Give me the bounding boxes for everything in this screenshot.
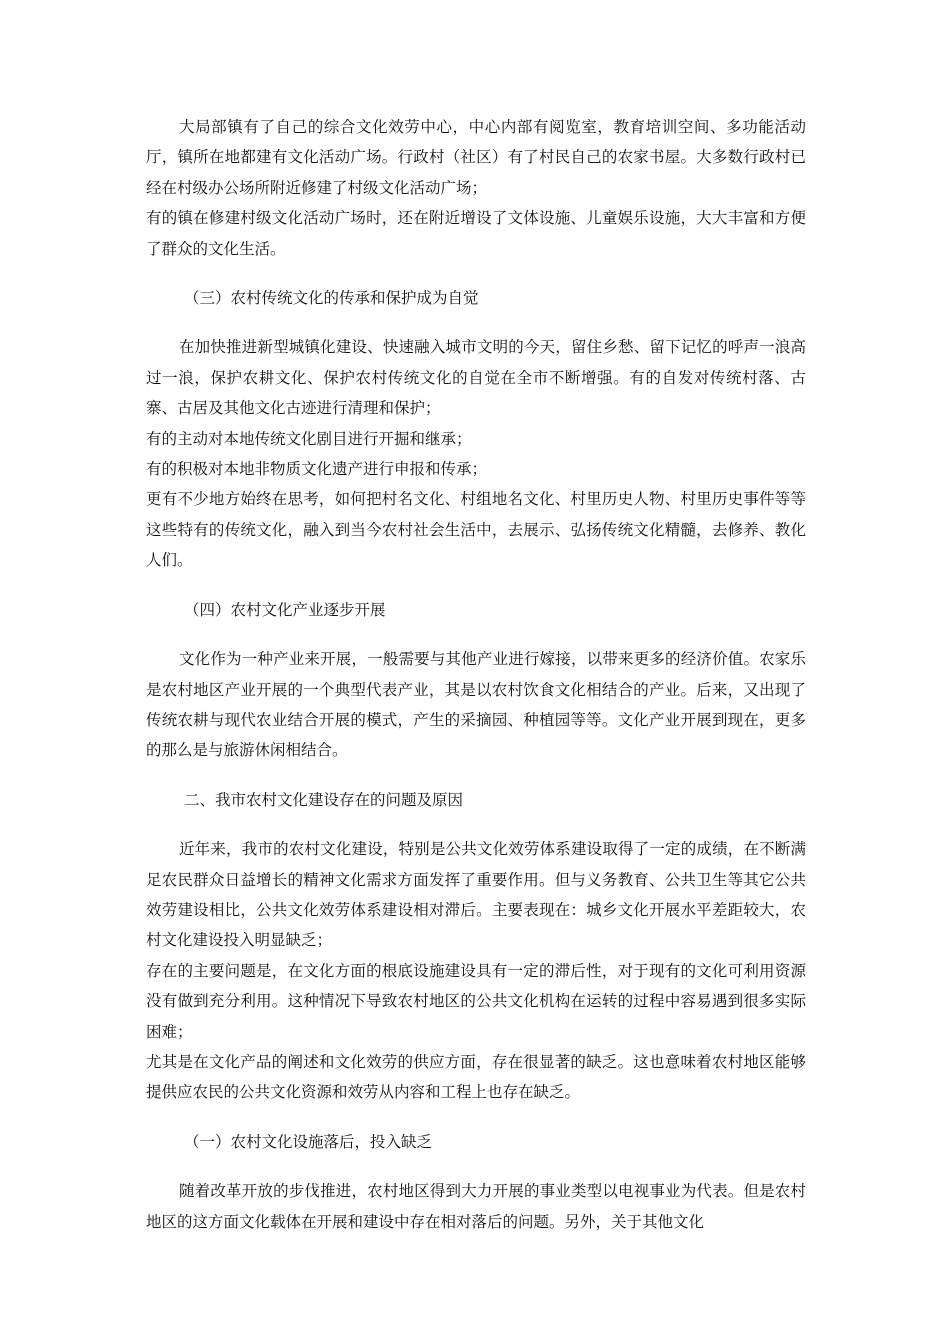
paragraph-line: 存在的主要问题是，在文化方面的根底设施建设具有一定的滞后性，对于现有的文化可利用资源没有做到充分利用。这种情况下导致农村地区的公共文化机构在运转的过程中容易遇到很多实际困难； [146,961,806,1041]
section-heading-problems [146,785,806,815]
paragraph-line: 有的积极对本地非物质文化遗产进行申报和传承； [146,460,488,479]
section-heading: （一）农村文化设施落后，投入缺乏 [184,1132,433,1151]
section-heading-3 [146,283,806,313]
section-heading-4 [146,595,806,625]
paragraph-problems [146,834,806,1108]
section-heading: （四）农村文化产业逐步开展 [184,600,386,619]
paragraph-line: 随着改革开放的步伐推进，农村地区得到大力开展的事业类型以电视事业为代表。但是农村地区的这方面文化载体在开展和建设中存在相对落后的问题。另外，关于其他文化 [146,1182,806,1231]
paragraph-line: 有的主动对本地传统文化剧目进行开掘和继承； [146,429,472,448]
document-body [146,112,806,1256]
paragraph-line: 更有不少地方始终在思考，如何把村名文化、村组地名文化、村里历史人物、村里历史事件等等这些特有的传统文化，融入到当今农村社会生活中，去展示、弘扬传统文化精髓，去修养、教化人们。 [146,490,806,570]
paragraph-line: 大局部镇有了自己的综合文化效劳中心，中心内部有阅览室，教育培训空间、多功能活动厅，镇所在地都建有文化活动广场。行政村（社区）有了村民自己的农家书屋。大多数行政村已经在村级办公场所附近修建了村级文化活动广场； [146,118,806,197]
paragraph-line: 在加快推进新型城镇化建设、快速融入城市文明的今天，留住乡愁、留下记忆的呼声一浪高过一浪，保护农耕文化、保护农村传统文化的自觉在全市不断增强。有的自发对传统村落、古寨、古居及其他文化古迹进行清理和保护； [146,338,806,418]
paragraph-line: 文化作为一种产业来开展，一般需要与其他产业进行嫁接，以带来更多的经济价值。农家乐是农村地区产业开展的一个典型代表产业，其是以农村饮食文化相结合的产业。后来，又出现了传统农耕与现代农业结合开展的模式，产生的采摘园、种植园等等。文化产业开展到现在，更多的那么是与旅游休闲相结合。 [146,650,806,760]
section-heading: 二、我市农村文化建设存在的问题及原因 [184,790,464,809]
paragraph-culture-industry [146,644,806,766]
paragraph-facilities [146,112,806,264]
section-heading: （三）农村传统文化的传承和保护成为自觉 [184,289,479,308]
section-heading-1 [146,1127,806,1157]
paragraph-line: 近年来，我市的农村文化建设，特别是公共文化效劳体系建设取得了一定的成绩，在不断满足农民群众日益增长的精神文化需求方面发挥了重要作用。但与义务教育、公共卫生等其它公共效劳建设相比，公共文化效劳体系建设相对滞后。主要表现在：城乡文化开展水平差距较大，农村文化建设投入明显缺乏； [146,840,806,950]
paragraph-line: 有的镇在修建村级文化活动广场时，还在附近增设了文体设施、儿童娱乐设施，大大丰富和方便了群众的文化生活。 [146,209,806,258]
paragraph-reform [146,1176,806,1237]
paragraph-line: 尤其是在文化产品的阐述和文化效劳的供应方面，存在很显著的缺乏。这也意味着农村地区能够提供应农民的公共文化资源和效劳从内容和工程上也存在缺乏。 [146,1052,806,1102]
paragraph-traditional-culture [146,332,806,575]
